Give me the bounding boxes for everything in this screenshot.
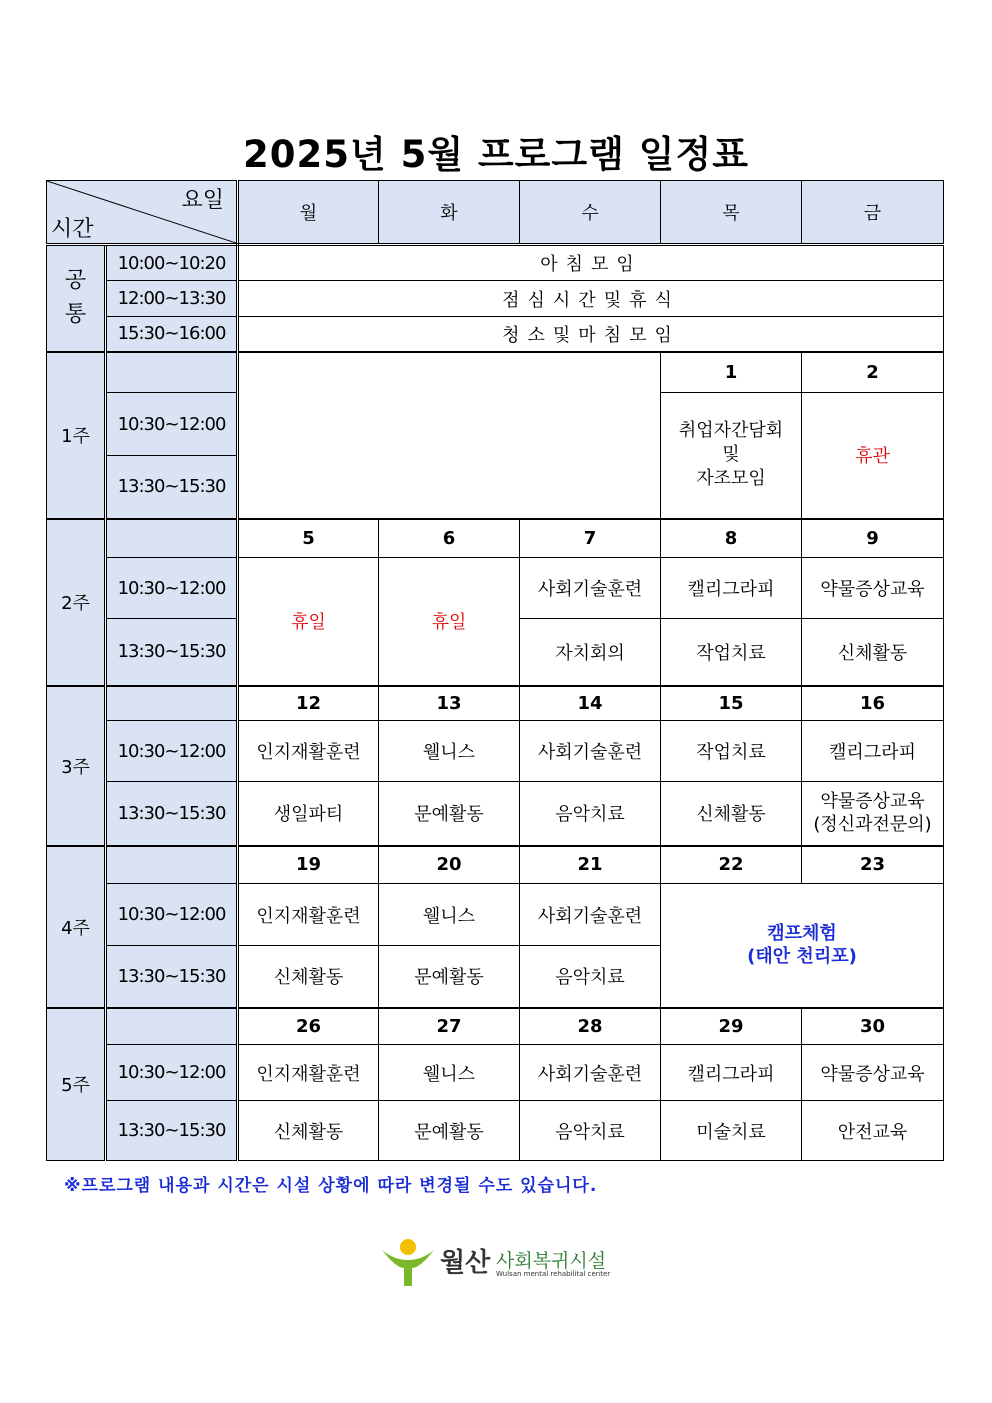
week-2-label: 2주 <box>47 519 106 686</box>
logo-person-icon <box>378 1238 438 1288</box>
common-activity-2: 점심시간및휴식 <box>238 281 944 317</box>
date-1: 1 <box>661 352 802 393</box>
logo-subtitle: 사회복귀시설 <box>496 1250 607 1272</box>
week-3-fri-pm: 약물증상교육 (정신과전문의) <box>802 782 944 846</box>
week-5-fri-am: 약물증상교육 <box>802 1045 944 1101</box>
week-5-am-time: 10:30~12:00 <box>106 1045 238 1101</box>
week-2-date-time-cell <box>106 519 238 558</box>
week-5-tue-pm: 문예활동 <box>379 1101 520 1161</box>
footnote: ※프로그램 내용과 시간은 시설 상황에 따라 변경될 수도 있습니다. <box>64 1176 598 1196</box>
date-6: 6 <box>379 519 520 558</box>
page-title: 2025년 5월 프로그램 일정표 <box>242 133 750 176</box>
date-26: 26 <box>238 1008 379 1045</box>
week-2-fri-pm: 신체활동 <box>802 619 944 686</box>
date-16: 16 <box>802 686 944 721</box>
week-4-am-time: 10:30~12:00 <box>106 884 238 946</box>
time-label: 시간 <box>51 217 94 242</box>
date-9: 9 <box>802 519 944 558</box>
week-4-mon-am: 인지재활훈련 <box>238 884 379 946</box>
day-tue: 화 <box>379 181 520 245</box>
week-1-label: 1주 <box>47 352 106 519</box>
yoil-label: 요일 <box>181 188 224 213</box>
week-2-tue-activity: 휴일 <box>379 558 520 686</box>
week-1-pm-time: 13:30~15:30 <box>106 456 238 519</box>
date-19: 19 <box>238 846 379 884</box>
date-2: 2 <box>802 352 944 393</box>
week-4-tue-pm: 문예활동 <box>379 946 520 1008</box>
date-8: 8 <box>661 519 802 558</box>
week-5-date-time-cell <box>106 1008 238 1045</box>
week-2-mon-activity: 휴일 <box>238 558 379 686</box>
date-20: 20 <box>379 846 520 884</box>
date-7: 7 <box>520 519 661 558</box>
week-5-label: 5주 <box>47 1008 106 1161</box>
week-3-pm-time: 13:30~15:30 <box>106 782 238 846</box>
week-4-wed-am: 사회기술훈련 <box>520 884 661 946</box>
week-3-mon-pm: 생일파티 <box>238 782 379 846</box>
date-13: 13 <box>379 686 520 721</box>
day-mon: 월 <box>238 181 379 245</box>
week-5-pm-time: 13:30~15:30 <box>106 1101 238 1161</box>
week-2-thu-am: 캘리그라피 <box>661 558 802 619</box>
date-15: 15 <box>661 686 802 721</box>
week-5-tue-am: 웰니스 <box>379 1045 520 1101</box>
week-3-thu-pm: 신체활동 <box>661 782 802 846</box>
week-5-thu-pm: 미술치료 <box>661 1101 802 1161</box>
week-3-tue-am: 웰니스 <box>379 721 520 782</box>
week-2-wed-am: 사회기술훈련 <box>520 558 661 619</box>
week-1-empty <box>238 352 661 519</box>
facility-logo <box>378 1238 618 1288</box>
week-5-wed-am: 사회기술훈련 <box>520 1045 661 1101</box>
week-3-am-time: 10:30~12:00 <box>106 721 238 782</box>
week-3-thu-am: 작업치료 <box>661 721 802 782</box>
week-5-wed-pm: 음악치료 <box>520 1101 661 1161</box>
date-28: 28 <box>520 1008 661 1045</box>
date-30: 30 <box>802 1008 944 1045</box>
date-14: 14 <box>520 686 661 721</box>
week-5-fri-pm: 안전교육 <box>802 1101 944 1161</box>
week-4-mon-pm: 신체활동 <box>238 946 379 1008</box>
week-2-am-time: 10:30~12:00 <box>106 558 238 619</box>
week-4-camp: 캠프체험 (태안 천리포) <box>661 884 944 1008</box>
common-time-3: 15:30~16:00 <box>106 317 238 352</box>
day-fri: 금 <box>802 181 944 245</box>
week-5-thu-am: 캘리그라피 <box>661 1045 802 1101</box>
week-3-wed-am: 사회기술훈련 <box>520 721 661 782</box>
week-2-wed-pm: 자치회의 <box>520 619 661 686</box>
logo-name: 월산 <box>440 1248 491 1278</box>
common-label: 공 통 <box>47 245 106 352</box>
week-3-label: 3주 <box>47 686 106 846</box>
common-time-2: 12:00~13:30 <box>106 281 238 317</box>
date-29: 29 <box>661 1008 802 1045</box>
date-21: 21 <box>520 846 661 884</box>
common-time-1: 10:00~10:20 <box>106 245 238 281</box>
week-5-mon-pm: 신체활동 <box>238 1101 379 1161</box>
week-3-mon-am: 인지재활훈련 <box>238 721 379 782</box>
date-23: 23 <box>802 846 944 884</box>
week-1-fri-activity: 휴관 <box>802 393 944 519</box>
week-2-fri-am: 약물증상교육 <box>802 558 944 619</box>
week-2-thu-pm: 작업치료 <box>661 619 802 686</box>
common-activity-3: 청소및마침모임 <box>238 317 944 352</box>
day-thu: 목 <box>661 181 802 245</box>
week-4-pm-time: 13:30~15:30 <box>106 946 238 1008</box>
header-corner <box>47 181 238 245</box>
week-5-mon-am: 인지재활훈련 <box>238 1045 379 1101</box>
logo-english: Wulsan mental rehabilital center <box>496 1270 611 1278</box>
week-1-thu-activity: 취업자간담회 및 자조모임 <box>661 393 802 519</box>
week-3-tue-pm: 문예활동 <box>379 782 520 846</box>
day-wed: 수 <box>520 181 661 245</box>
week-3-wed-pm: 음악치료 <box>520 782 661 846</box>
week-1-date-time-cell <box>106 352 238 393</box>
date-12: 12 <box>238 686 379 721</box>
week-4-tue-am: 웰니스 <box>379 884 520 946</box>
week-3-date-time-cell <box>106 686 238 721</box>
week-4-label: 4주 <box>47 846 106 1008</box>
date-22: 22 <box>661 846 802 884</box>
date-5: 5 <box>238 519 379 558</box>
week-4-date-time-cell <box>106 846 238 884</box>
schedule-table <box>46 180 944 1161</box>
week-4-wed-pm: 음악치료 <box>520 946 661 1008</box>
week-2-pm-time: 13:30~15:30 <box>106 619 238 686</box>
common-activity-1: 아침모임 <box>238 245 944 281</box>
week-1-am-time: 10:30~12:00 <box>106 393 238 456</box>
week-3-fri-am: 캘리그라피 <box>802 721 944 782</box>
date-27: 27 <box>379 1008 520 1045</box>
